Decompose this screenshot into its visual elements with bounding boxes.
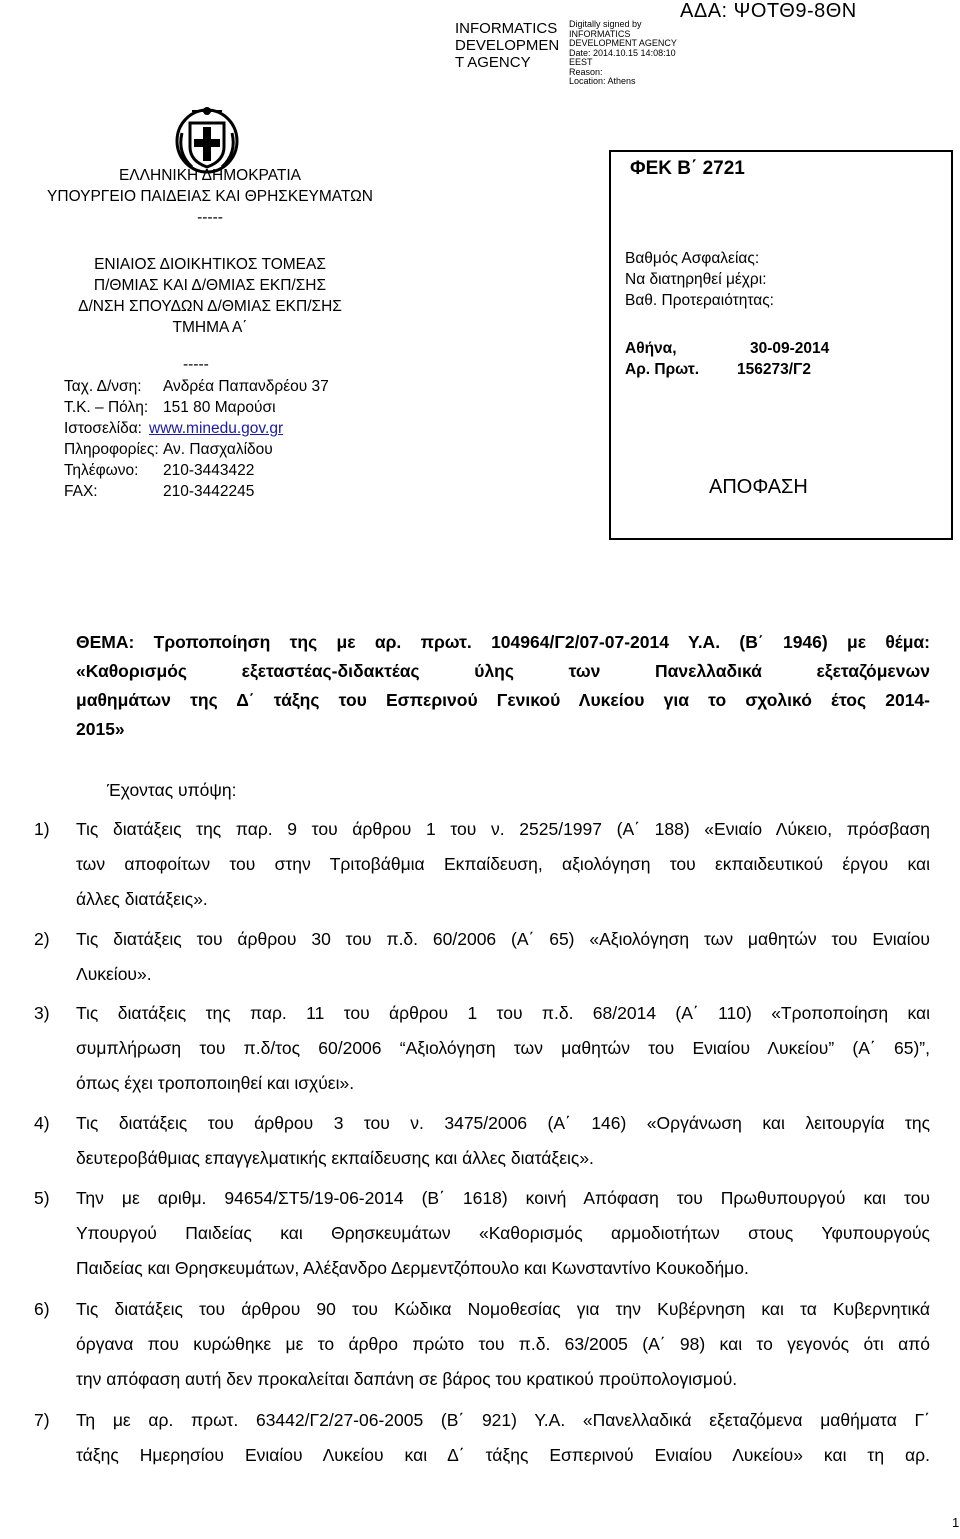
subject-line: «Καθορισμός εξεταστέας-διδακτέας ύλης των Πανελλαδικά εξεταζόμενων — [76, 661, 930, 681]
contact-value: 210-3443422 — [163, 462, 255, 479]
list-number: 5) — [34, 1188, 50, 1208]
list-line: Τη με αρ. πρωτ. 63442/Γ2/27-06-2005 (Β΄ 921) Υ.Α. «Πανελλαδικά εξεταζόμενα μαθήματα Γ΄ — [76, 1410, 930, 1430]
signature-detail-line: Date: 2014.10.15 14:08:10 — [569, 47, 676, 58]
date-row — [625, 338, 829, 359]
contact-label: Ιστοσελίδα: — [64, 420, 142, 437]
ministry-header — [0, 165, 420, 228]
contact-value: 210-3442245 — [163, 483, 255, 500]
contact-value: Ανδρέα Παπανδρέου 37 — [163, 378, 329, 395]
signature-detail-line: INFORMATICS — [569, 28, 631, 39]
list-line: Τις διατάξεις της παρ. 11 του άρθρου 1 του π.δ. 68/2014 (Α΄ 110) «Τροποποίηση και — [76, 1003, 930, 1023]
list-number: 3) — [34, 1003, 50, 1023]
header-separator: ----- — [183, 356, 209, 373]
contact-block — [64, 376, 329, 502]
list-line: Τις διατάξεις του άρθρου 30 του π.δ. 60/2006 (Α΄ 65) «Αξιολόγηση των μαθητών του Ενιαίου — [76, 929, 930, 949]
subject-line: μαθημάτων της Δ΄ τάξης του Εσπερινού Γενικού Λυκείου για το σχολικό έτος 2014- — [76, 690, 930, 710]
list-line: συμπλήρωση του π.δ/τος 60/2006 “Αξιολόγηση των μαθητών του Ενιαίου Λυκείου” (Α΄ 65)”, — [76, 1038, 930, 1058]
list-line: δευτεροβάθμιας επαγγελματικής εκπαίδευσης και άλλες διατάξεις». — [76, 1148, 594, 1168]
list-number: 7) — [34, 1410, 50, 1430]
list-line: όπως έχει τροποποιηθεί και ισχύει». — [76, 1073, 355, 1093]
list-line: Την με αριθμ. 94654/ΣΤ5/19-06-2014 (Β΄ 1618) κοινή Απόφαση του Πρωθυπουργού και του — [76, 1188, 930, 1208]
city-label: Αθήνα, — [625, 340, 677, 357]
signature-detail-line: Reason: — [569, 66, 603, 77]
header-line: ΥΠΟΥΡΓΕΙΟ ΠΑΙΔΕΙΑΣ ΚΑΙ ΘΡΗΣΚΕΥΜΑΤΩΝ — [47, 188, 373, 205]
signature-detail-line: Digitally signed by — [569, 19, 642, 29]
list-line: Υπουργού Παιδείας και Θρησκευμάτων «Καθορισμός αρμοδιοτήτων στους Υφυπουργούς — [76, 1223, 930, 1243]
signature-detail-line: DEVELOPMENT AGENCY — [569, 38, 677, 48]
header-line: ΤΜΗΜΑ Α΄ — [172, 319, 248, 336]
protocol-number: 156273/Γ2 — [737, 361, 811, 378]
security-line: Βαθ. Προτεραιότητας: — [625, 292, 774, 309]
list-line: άλλες διατάξεις». — [76, 889, 208, 909]
list-number: 6) — [34, 1299, 50, 1319]
signature-detail-line: EEST — [569, 57, 593, 67]
fek-reference: ΦΕΚ Β΄ 2721 — [630, 158, 745, 179]
security-block — [625, 248, 774, 311]
header-line: ΕΛΛΗΝΙΚΗ ΔΗΜΟΚΡΑΤΙΑ — [118, 167, 302, 184]
ada-code: ΑΔΑ: ΨΟΤΘ9-8ΘΝ — [680, 0, 857, 22]
protocol-row — [625, 359, 829, 380]
list-line: την απόφαση αυτή δεν προκαλείται δαπάνη σε βάρος του κρατικού προϋπολογισμού. — [76, 1369, 738, 1389]
contact-row-city — [64, 397, 329, 418]
intro-text: Έχοντας υπόψη: — [107, 780, 237, 800]
subject-line: 2015» — [76, 719, 125, 739]
header-separator: ----- — [197, 209, 223, 226]
list-number: 4) — [34, 1113, 50, 1133]
contact-label: FAX: — [64, 483, 98, 500]
header-line: ΕΝΙΑΙΟΣ ΔΙΟΙΚΗΤΙΚΟΣ ΤΟΜΕΑΣ — [94, 256, 326, 273]
contact-value: Αν. Πασχαλίδου — [163, 441, 273, 458]
protocol-label: Αρ. Πρωτ. — [625, 361, 700, 378]
signature-detail-line: Location: Athens — [569, 76, 636, 86]
list-number: 1) — [34, 819, 50, 839]
contact-row-info — [64, 439, 329, 460]
signature-organization — [455, 20, 565, 71]
signature-org-line: DEVELOPMEN — [455, 37, 560, 54]
contact-label: Τ.Κ. – Πόλη: — [64, 399, 149, 416]
date-protocol-block — [625, 338, 829, 380]
document-date: 30-09-2014 — [750, 340, 830, 357]
signature-details — [569, 20, 689, 87]
department-header — [0, 254, 420, 338]
security-line: Να διατηρηθεί μέχρι: — [625, 271, 767, 288]
list-line: Λυκείου». — [76, 964, 152, 984]
security-line: Βαθμός Ασφαλείας: — [625, 250, 760, 267]
website-link[interactable]: www.minedu.gov.gr — [149, 420, 284, 437]
list-line: Παιδείας και Θρησκευμάτων, Αλέξανδρο Δερμεντζόπουλο και Κωνσταντίνο Κουκοδήμο. — [76, 1258, 749, 1278]
contact-label: Πληροφορίες: — [64, 441, 159, 458]
header-line: Π/ΘΜΙΑΣ ΚΑΙ Δ/ΘΜΙΑΣ ΕΚΠ/ΣΗΣ — [93, 277, 327, 294]
contact-row-phone — [64, 460, 329, 481]
page-number: 1 — [952, 1515, 960, 1530]
contact-label: Ταχ. Δ/νση: — [64, 378, 142, 395]
document-title: ΑΠΟΦΑΣΗ — [709, 476, 808, 498]
signature-org-line: T AGENCY — [455, 54, 531, 71]
list-number: 2) — [34, 929, 50, 949]
list-line: όργανα που κυρώθηκε με το άρθρο πρώτο του π.δ. 63/2005 (Α΄ 98) και το γεγονός ότι από — [76, 1334, 930, 1354]
list-line: Τις διατάξεις του άρθρου 90 του Κώδικα Νομοθεσίας για την Κυβέρνηση και τα Κυβερνητικά — [76, 1299, 930, 1319]
list-line: Τις διατάξεις της παρ. 9 του άρθρου 1 του ν. 2525/1997 (Α΄ 188) «Ενιαίο Λύκειο, πρόσβαση — [76, 819, 930, 839]
header-line: Δ/ΝΣΗ ΣΠΟΥΔΩΝ Δ/ΘΜΙΑΣ ΕΚΠ/ΣΗΣ — [78, 298, 342, 315]
contact-row-fax — [64, 481, 329, 502]
contact-row-address — [64, 376, 329, 397]
subject-block — [76, 628, 930, 744]
subject-line: ΘΕΜΑ: Τροποποίηση της με αρ. πρωτ. 104964/Γ2/07-07-2014 Υ.Α. (Β΄ 1946) με θέμα: — [76, 632, 930, 652]
signature-org-line: INFORMATICS — [455, 20, 558, 37]
list-line: τάξης Ημερησίου Ενιαίου Λυκείου και Δ΄ τάξης Εσπερινού Ενιαίου Λυκείου» και τη αρ. — [76, 1445, 930, 1465]
contact-value: 151 80 Μαρούσι — [163, 399, 276, 416]
contact-label: Τηλέφωνο: — [64, 462, 139, 479]
contact-row-web — [64, 418, 329, 439]
list-line: Τις διατάξεις του άρθρου 3 του ν. 3475/2006 (Α΄ 146) «Οργάνωση και λειτουργία της — [76, 1113, 930, 1133]
list-line: των αποφοίτων του στην Τριτοβάθμια Εκπαίδευση, αξιολόγηση του εκπαιδευτικού έργου και — [76, 854, 930, 874]
